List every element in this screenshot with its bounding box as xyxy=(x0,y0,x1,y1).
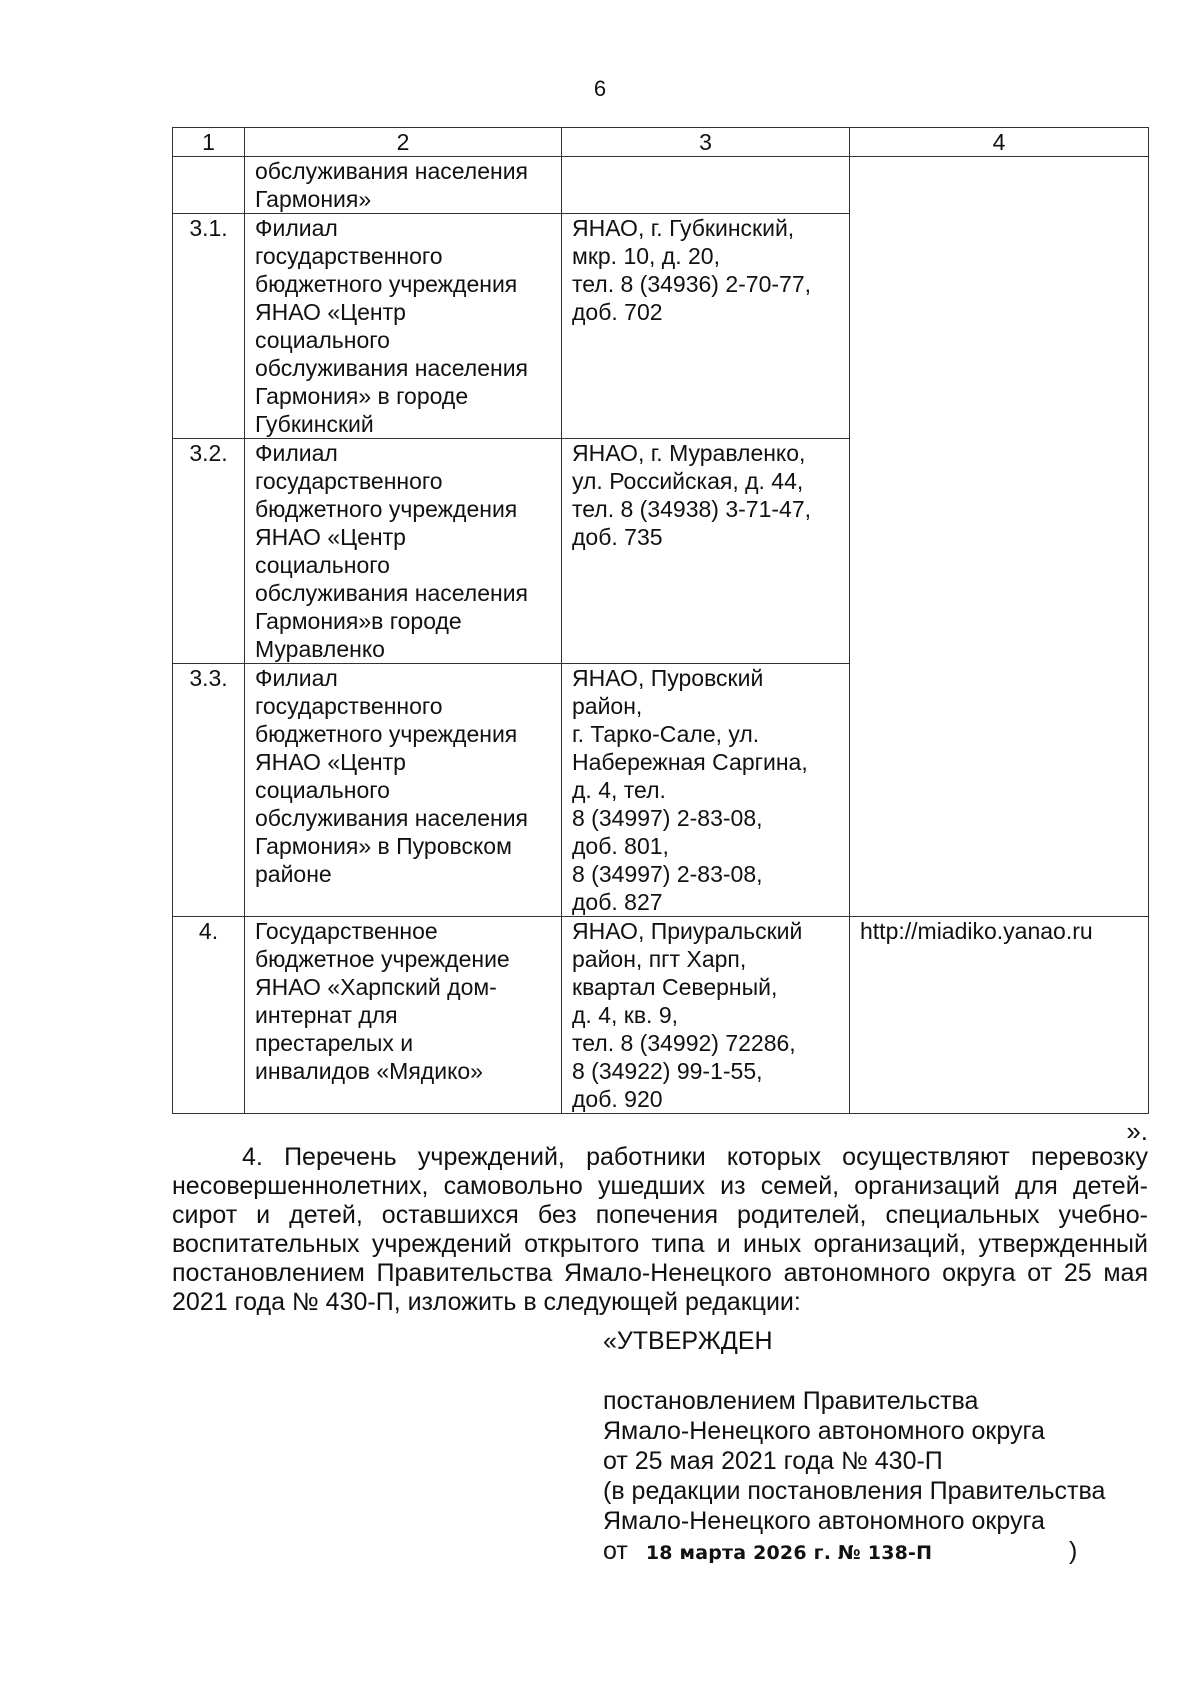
cell-institution-name: Филиал государственного бюджетного учреждения ЯНАО «Центр социального обслуживания населения Гармония»в городе Муравленко xyxy=(245,439,562,664)
column-header-4: 4 xyxy=(850,128,1149,157)
cell-institution-name: обслуживания населения Гармония» xyxy=(245,157,562,214)
institutions-table xyxy=(172,127,1149,1114)
closing-quote: ». xyxy=(1126,1116,1148,1146)
cell-website: http://miadiko.yanao.ru xyxy=(850,917,1149,1114)
cell-number: 3.1. xyxy=(173,214,245,439)
cell-institution-name: Государственное бюджетное учреждение ЯНАО «Харпский дом- интернат для престарелых и инвалидов «Мядико» xyxy=(245,917,562,1114)
cell-number: 3.2. xyxy=(173,439,245,664)
approval-date-value: 18 марта 2026 г. № 138-П xyxy=(645,1542,933,1564)
cell-institution-name: Филиал государственного бюджетного учреждения ЯНАО «Центр социального обслуживания населения Гармония» в городе Губкинский xyxy=(245,214,562,439)
cell-institution-name: Филиал государственного бюджетного учреждения ЯНАО «Центр социального обслуживания населения Гармония» в Пуровском районе xyxy=(245,664,562,917)
cell-address: ЯНАО, Пуровский район, г. Тарко-Сале, ул. Набережная Саргина, д. 4, тел. 8 (34997) 2-83-08, доб. 801, 8 (34997) 2-83-08, доб. 827 xyxy=(562,664,850,917)
cell-number: 3.3. xyxy=(173,664,245,917)
column-header-1: 1 xyxy=(173,128,245,157)
approval-date-line xyxy=(603,1536,1163,1568)
table-row-continued xyxy=(173,157,1149,214)
approval-line: Ямало-Ненецкого автономного округа xyxy=(603,1507,1045,1535)
cell-address: ЯНАО, г. Губкинский, мкр. 10, д. 20, тел. 8 (34936) 2-70-77, доб. 702 xyxy=(562,214,850,439)
table-header-row xyxy=(173,128,1149,157)
approval-closing-paren: ) xyxy=(1069,1537,1078,1565)
approval-line: от 25 мая 2021 года № 430-П xyxy=(603,1447,943,1475)
approval-line: постановлением Правительства xyxy=(603,1387,979,1415)
approval-line: Ямало-Ненецкого автономного округа xyxy=(603,1417,1045,1445)
cell-website-merged xyxy=(850,157,1149,917)
cell-address: ЯНАО, г. Муравленко, ул. Российская, д. 44, тел. 8 (34938) 3-71-47, доб. 735 xyxy=(562,439,850,664)
cell-address xyxy=(562,157,850,214)
approval-line: (в редакции постановления Правительства xyxy=(603,1477,1106,1505)
cell-number: 4. xyxy=(173,917,245,1114)
cell-address: ЯНАО, Приуральский район, пгт Харп, квартал Северный, д. 4, кв. 9, тел. 8 (34992) 72286, 8 (34922) 99-1-55, доб. 920 xyxy=(562,917,850,1114)
approval-block xyxy=(603,1326,1163,1568)
approval-heading: «УТВЕРЖДЕН xyxy=(603,1327,773,1355)
column-header-3: 3 xyxy=(562,128,850,157)
approval-date-prefix: от xyxy=(603,1537,628,1565)
paragraph-text: 4. Перечень учреждений, работники которых осуществляют перевозку несовершеннолетних, самовольно ушедших из семей, организаций для детей-сирот и детей, оставшихся без попечения родителей, специальных учебно-воспитательных учреждений открытого типа и иных организаций, утвержденный постановлением Правительства Ямало-Ненецкого автономного округа от 25 мая 2021 года № 430-П, изложить в следующей редакции: xyxy=(172,1143,1148,1316)
page-number: 6 xyxy=(593,76,607,101)
table-row xyxy=(173,917,1149,1114)
cell-number xyxy=(173,157,245,214)
column-header-2: 2 xyxy=(245,128,562,157)
amendment-paragraph xyxy=(172,1143,1148,1317)
